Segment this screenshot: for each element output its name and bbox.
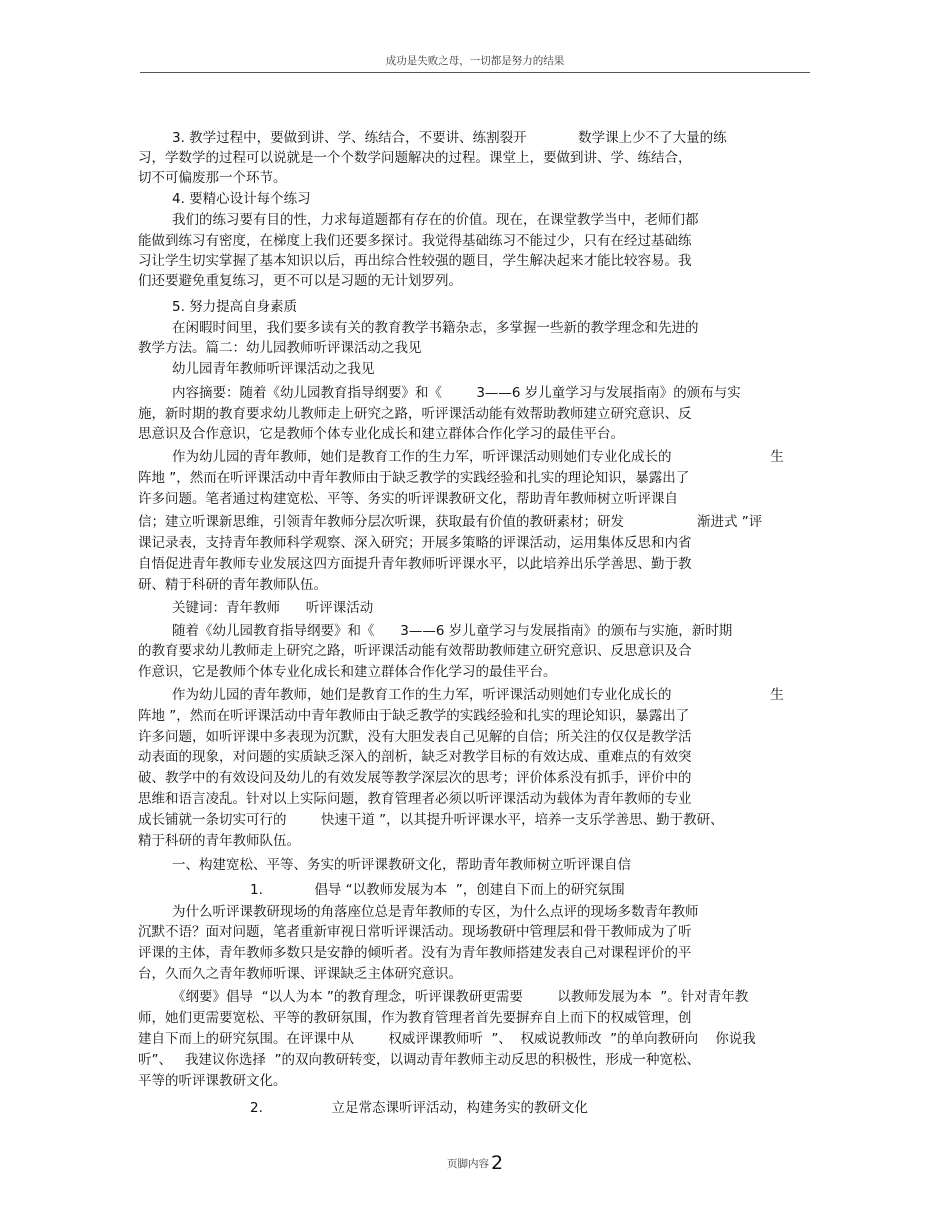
text-line: 听”、 我建议你选择 ”的双向教研转变，以调动青年教师主动反思的积极性，形成一种宽松、 (138, 1052, 700, 1068)
text-line: 作为幼儿园的青年教师，她们是教育工作的生力军，听评课活动则她们专业化成长的 生 (172, 687, 784, 703)
text-line: 能做到练习有密度，在梯度上我们还要多探讨。我觉得基础练习不能过少，只有在经过基础练 (138, 233, 692, 249)
text-line: 们还要避免重复练习，更不可以是习题的无计划罗列。 (138, 273, 462, 289)
text-line: 台，久而久之青年教师听课、评课缺乏主体研究意识。 (138, 966, 462, 982)
text-line: 平等的听评课教研文化。 (138, 1073, 287, 1089)
text-line: 随着《幼儿园教育指导纲要》和《 3——6 岁儿童学习与发展指南》的颁布与实施，新时期 (172, 623, 733, 639)
text-line: 内容摘要：随着《幼儿园教育指导纲要》和《 3——6 岁儿童学习与发展指南》的颁布与实 (172, 385, 741, 401)
text-line: 沉默不语？面对问题，笔者重新审视日常听评课活动。现场教研中管理层和骨干教师成为了听 (138, 924, 692, 940)
text-line: 自悟促进青年教师专业发展这四方面提升青年教师听评课水平，以此培养出乐学善思、勤于教 (138, 556, 692, 572)
text-line: 3. 教学过程中，要做到讲、学、练结合，不要讲、练割裂开 数学课上少不了大量的练 (172, 130, 727, 146)
text-line: 我们的练习要有目的性，力求每道题都有存在的价值。现在，在课堂教学当中，老师们都 (172, 212, 699, 228)
text-line: 研、精于科研的青年教师队伍。 (138, 577, 327, 593)
text-line: 作意识，它是教师个体专业化成长和建立群体合作化学习的最佳平台。 (138, 664, 557, 680)
page-header: 成功是失败之母，一切都是努力的结果 (385, 55, 565, 67)
text-line: 师，她们更需要宽松、平等的教研氛围，作为教育管理者首先要摒弃自上而下的权威管理，创 (138, 1010, 692, 1026)
text-line: 评课的主体，青年教师多数只是安静的倾听者。没有为青年教师搭建发表自己对课程评价的平 (138, 945, 692, 961)
text-line: 1. 倡导 “以教师发展为本 ”，创建自下而上的研究氛围 (250, 882, 625, 898)
text-line: 建自下而上的研究氛围。在评课中从 权威评课教师听 ”、 权威说教师改 ”的单向教研向 你说我 (138, 1031, 756, 1047)
text-line: 切不可偏废那一个环节。 (138, 170, 287, 186)
text-line: 思维和语言凌乱。针对以上实际问题，教育管理者必须以听评课活动为载体为青年教师的专业 (138, 791, 692, 807)
text-line: 5. 努力提高自身素质 (172, 299, 298, 315)
page-number: 2 (490, 1152, 504, 1174)
text-line: 幼儿园青年教师听评课活动之我见 (172, 361, 375, 377)
footer-label: 页脚内容 (446, 1158, 489, 1170)
text-line: 精于科研的青年教师队伍。 (138, 833, 300, 849)
text-line: 在闲暇时间里，我们要多读有关的教育教学书籍杂志，多掌握一些新的教学理念和先进的 (172, 320, 699, 336)
text-line: 破、教学中的有效设问及幼儿的有效发展等教学深层次的思考；评价体系没有抓手，评价中的 (138, 770, 692, 786)
text-line: 课记录表，支持青年教师科学观察、深入研究；开展多策略的评课活动，运用集体反思和内省 (138, 535, 692, 551)
page-footer (0, 1152, 950, 1174)
text-line: 一、构建宽松、平等、务实的听评课教研文化，帮助青年教师树立听评课自信 (172, 857, 631, 873)
text-line: 许多问题。笔者通过构建宽松、平等、务实的听评课教研文化，帮助青年教师树立听评课自 (138, 491, 678, 507)
text-line: 思意识及合作意识，它是教师个体专业化成长和建立群体合作化学习的最佳平台。 (138, 426, 624, 442)
text-line: 的教育要求幼儿教师走上研究之路，听评课活动能有效帮助教师建立研究意识、反思意识及合 (138, 643, 692, 659)
text-line: 为什么听评课教研现场的角落座位总是青年教师的专区，为什么点评的现场多数青年教师 (172, 904, 699, 920)
text-line: 习让学生切实掌握了基本知识以后，再出综合性较强的题目，学生解决起来才能比较容易。我 (138, 253, 692, 269)
text-line: 习，学数学的过程可以说就是一个个数学问题解决的过程。课堂上，要做到讲、学、练结合， (138, 150, 692, 166)
text-line: 4. 要精心设计每个练习 (172, 191, 311, 207)
text-line: 阵地 ”，然而在听评课活动中青年教师由于缺乏教学的实践经验和扎实的理论知识，暴露出了 (138, 470, 690, 486)
text-line: 成长铺就一条切实可行的 快速干道 ”，以其提升听评课水平，培养一支乐学善思、勤于教研、 (138, 812, 724, 828)
header-divider (140, 72, 810, 73)
text-line: 施，新时期的教育要求幼儿教师走上研究之路，听评课活动能有效帮助教师建立研究意识、反 (138, 406, 692, 422)
text-line: 阵地 ”，然而在听评课活动中青年教师由于缺乏教学的实践经验和扎实的理论知识，暴露出了 (138, 708, 690, 724)
text-line: 作为幼儿园的青年教师，她们是教育工作的生力军，听评课活动则她们专业化成长的 生 (172, 449, 784, 465)
text-line: 信；建立听课新思维，引领青年教师分层次听课，获取最有价值的教研素材；研发 渐进式 ”评 (138, 514, 763, 530)
text-line: 教学方法。篇二：幼儿园教师听评课活动之我见 (138, 340, 422, 356)
text-line: 2. 立足常态课听评活动，构建务实的教研文化 (250, 1100, 589, 1116)
text-line: 许多问题，如听评课中多表现为沉默，没有大胆发表自己见解的自信；所关注的仅仅是教学活 (138, 729, 692, 745)
text-line: 动表面的现象，对问题的实质缺乏深入的剖析，缺乏对教学目标的有效达成、重难点的有效突 (138, 749, 692, 765)
text-line: 《纲要》倡导 “以人为本 ”的教育理念，听评课教研更需要 以教师发展为本 ”。针对青年教 (172, 989, 749, 1005)
text-line: 关键词：青年教师 听评课活动 (172, 600, 374, 616)
